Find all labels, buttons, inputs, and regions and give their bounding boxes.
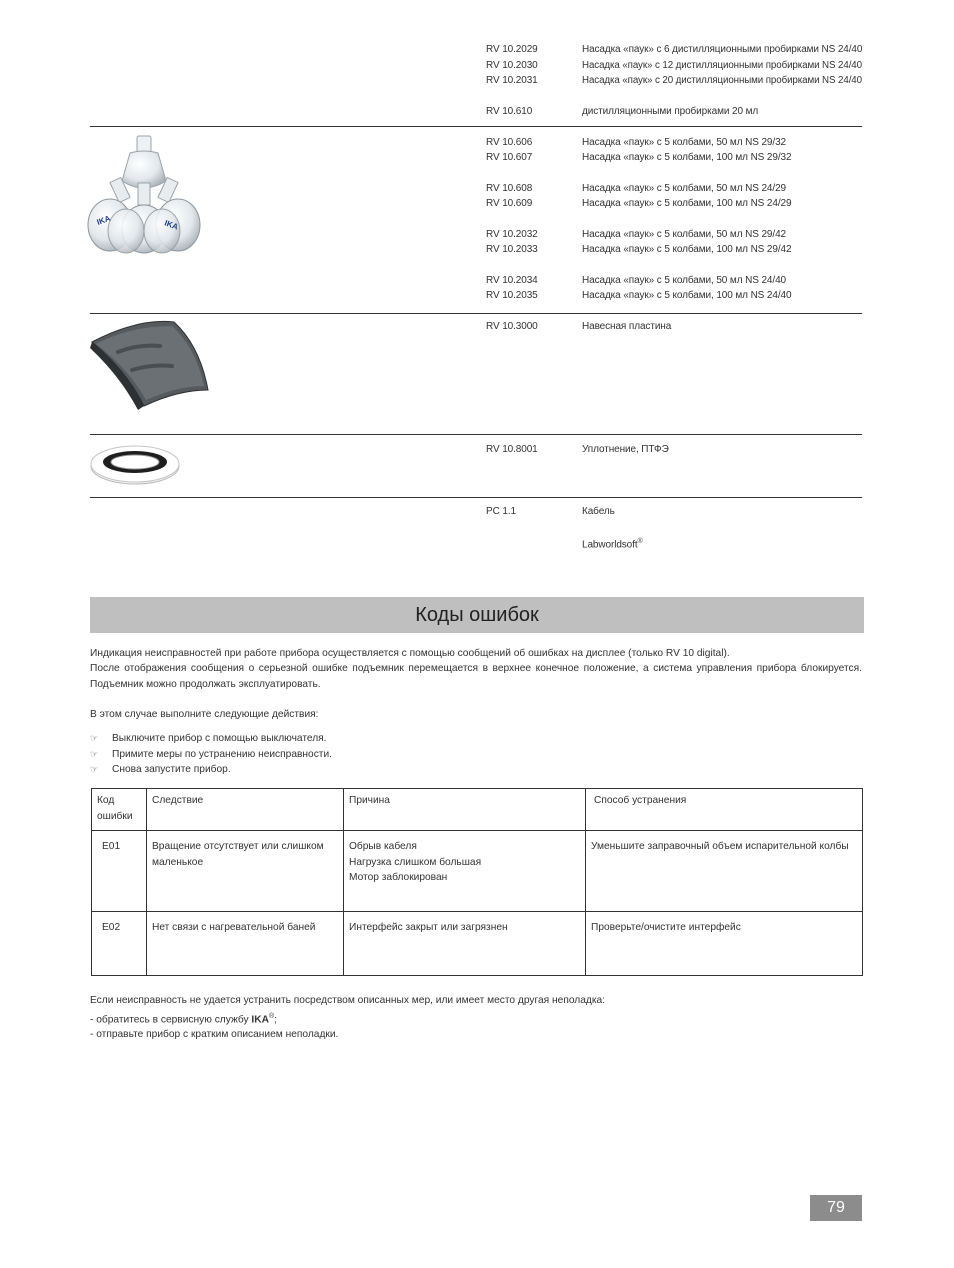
accessory-code: RV 10.8001 (486, 444, 538, 455)
accessory-description: Насадка «паук» с 5 колбами, 50 мл NS 24/29 (582, 183, 786, 194)
table-row (92, 912, 863, 976)
table-cell: Уменьшите заправочный объем испарительной колбы (586, 831, 863, 912)
table-cell: Вращение отсутствует или слишком маленькое (147, 831, 344, 912)
separator-rule (90, 313, 862, 314)
accessory-code: RV 10.608 (486, 183, 533, 194)
page-number: 79 (810, 1195, 862, 1221)
accessory-description (582, 534, 643, 553)
footer-line: Если неисправность не удается устранить посредством описанных мер, или имеет место другая неполадка: (90, 995, 606, 1006)
accessory-code: RV 10.2034 (486, 275, 538, 286)
footer-line: - отправьте прибор с кратким описанием неполадки. (90, 1029, 339, 1041)
footer-note (90, 993, 605, 1043)
mounting-plate-image (88, 318, 212, 412)
accessory-description: Насадка «паук» с 5 колбами, 100 мл NS 29/32 (582, 152, 792, 163)
table-cell: E01 (92, 831, 147, 912)
registered-mark: ® (637, 538, 643, 545)
flask-logo-text: IKA (95, 213, 112, 227)
brand-name: IKA (251, 1013, 269, 1025)
table-cell: Проверьте/очистите интерфейс (586, 912, 863, 976)
step-text: Примите меры по устранению неисправности. (112, 748, 332, 760)
accessory-description: Уплотнение, ПТФЭ (582, 444, 669, 455)
accessory-code: RV 10.606 (486, 137, 533, 148)
ptfe-seal-image (88, 440, 182, 488)
separator-rule (90, 497, 862, 498)
accessory-description: Насадка «паук» с 5 колбами, 50 мл NS 29/32 (582, 137, 786, 148)
table-header-cell: Следствие (147, 789, 344, 831)
error-codes-table (91, 788, 863, 976)
accessory-description: Насадка «паук» с 20 дистилляционными пробирками NS 24/40 (582, 75, 862, 86)
accessory-code: RV 10.3000 (486, 321, 538, 332)
accessory-code: RV 10.2029 (486, 44, 538, 55)
accessory-code: RV 10.610 (486, 106, 533, 117)
accessory-description: Насадка «паук» с 12 дистилляционными пробирками NS 24/40 (582, 60, 862, 71)
accessory-description: Насадка «паук» с 5 колбами, 100 мл NS 24/29 (582, 198, 792, 209)
accessory-description: дистилляционными пробирками 20 мл (582, 106, 759, 117)
accessory-description: Кабель (582, 506, 615, 517)
accessory-code: RV 10.2033 (486, 244, 538, 255)
accessory-description: Насадка «паук» с 5 колбами, 50 мл NS 29/42 (582, 229, 786, 240)
software-name: Labworldsoft (582, 539, 638, 551)
step-text: Снова запустите прибор. (112, 764, 231, 775)
pointing-hand-icon: ☞ (90, 733, 99, 743)
table-header-cell: Причина (344, 789, 586, 831)
spider-flask-image (86, 133, 214, 255)
table-cell: E02 (92, 912, 147, 976)
intro-paragraph: После отображения сообщения о серьезной ошибке подъемник перемещается в верхнее конечное положение, а система управления прибора блокируется. Подъемник можно продолжать эксплуатировать. (90, 663, 862, 690)
accessory-description: Насадка «паук» с 5 колбами, 100 мл NS 29/42 (582, 244, 792, 255)
accessory-code: PC 1.1 (486, 506, 516, 517)
table-cell: Нет связи с нагревательной баней (147, 912, 344, 976)
accessory-code: RV 10.2030 (486, 60, 538, 71)
section-header-bar (90, 597, 864, 633)
footer-text: - обратитесь в сервисную службу (90, 1013, 252, 1025)
separator-rule (90, 126, 862, 127)
table-row (92, 831, 863, 912)
accessory-code: RV 10.609 (486, 198, 533, 209)
table-cell: Обрыв кабеля Нагрузка слишком большая Мотор заблокирован (344, 831, 586, 912)
table-header-cell: Способ устранения (586, 789, 863, 831)
intro-paragraph: В этом случае выполните следующие действия: (90, 709, 319, 720)
section-title: Коды ошибок (415, 604, 539, 626)
accessory-description: Насадка «паук» с 5 колбами, 50 мл NS 24/40 (582, 275, 786, 286)
registered-mark: ® (268, 1012, 275, 1020)
accessory-description: Насадка «паук» с 6 дистилляционными пробирками NS 24/40 (582, 44, 863, 55)
table-header-row (92, 789, 863, 831)
separator-rule (90, 434, 862, 435)
accessory-description: Навесная пластина (582, 321, 672, 332)
flask-logo-text: IKA (163, 218, 180, 232)
table-cell: Интерфейс закрыт или загрязнен (344, 912, 586, 976)
accessory-code: RV 10.607 (486, 152, 533, 163)
accessory-code: RV 10.2031 (486, 75, 538, 86)
table-header-cell: Код ошибки (92, 789, 147, 831)
pointing-hand-icon: ☞ (90, 764, 99, 774)
accessory-code: RV 10.2035 (486, 290, 538, 301)
footer-line (90, 1009, 605, 1028)
accessory-code: RV 10.2032 (486, 229, 538, 240)
step-text: Выключите прибор с помощью выключателя. (112, 733, 327, 744)
intro-paragraph: Индикация неисправностей при работе прибора осуществляется с помощью сообщений об ошибках на дисплее (только RV 10 digital). (90, 648, 730, 659)
pointing-hand-icon: ☞ (90, 748, 99, 759)
accessory-description: Насадка «паук» с 5 колбами, 100 мл NS 24/40 (582, 290, 792, 301)
footer-text: ; (274, 1013, 277, 1025)
